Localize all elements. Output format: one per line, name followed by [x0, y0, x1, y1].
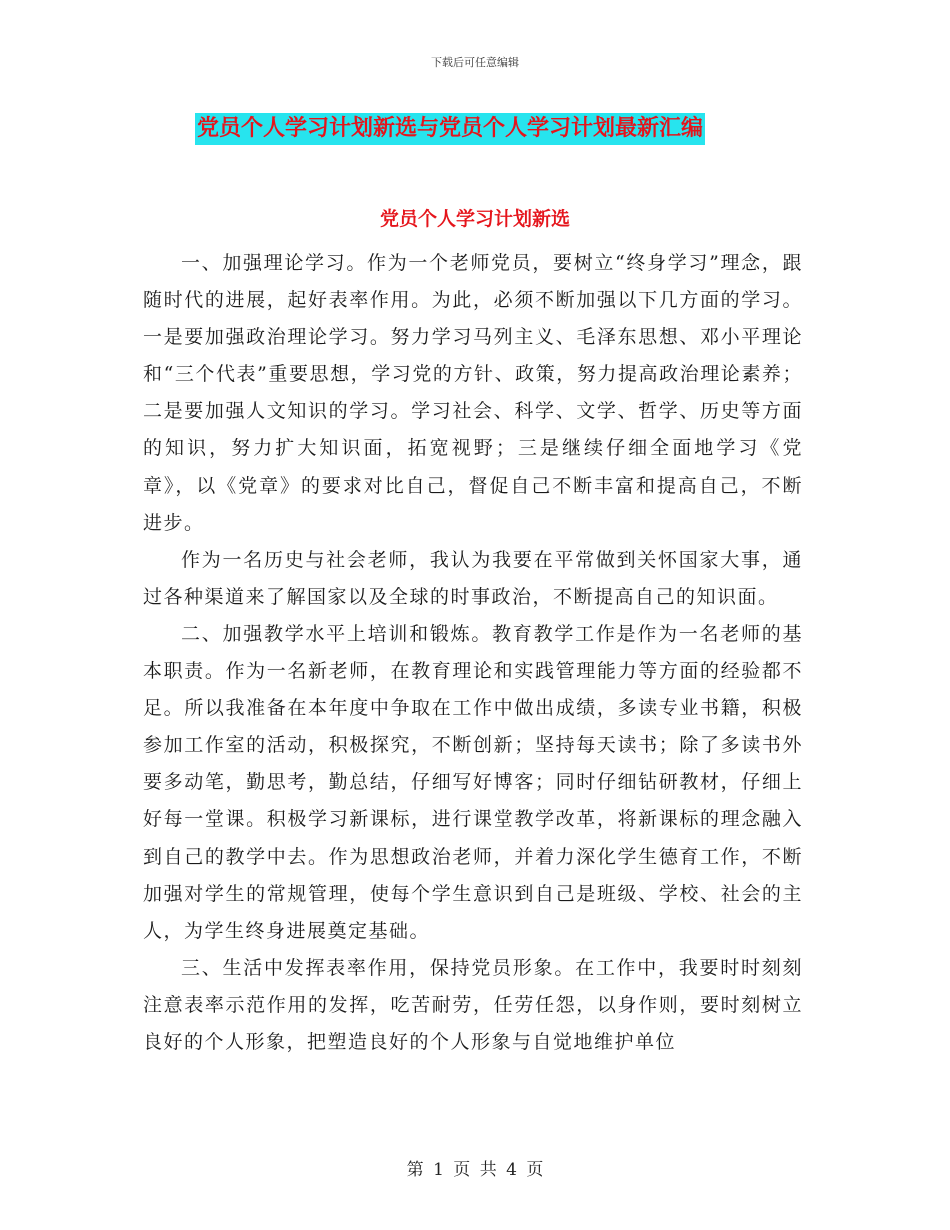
page-footer: 第 1 页 共 4 页	[406, 1160, 544, 1180]
page-header-note: 下载后可任意编辑	[431, 56, 519, 69]
section-title: 党员个人学习计划新选	[379, 208, 570, 230]
document-title: 党员个人学习计划新选与党员个人学习计划最新汇编	[195, 113, 705, 145]
paragraph-theory-study: 一、加强理论学习。作为一个老师党员，要树立“终身学习”理念，跟随时代的进展，起好表率作用。为此，必须不断加强以下几方面的学习。一是要加强政治理论学习。努力学习马列主义、毛泽东思想、邓小平理论和“三个代表”重要思想，学习党的方针、政策，努力提高政治理论素养；二是要加强人文知识的学习。学习社会、科学、文学、哲学、历史等方面的知识，努力扩大知识面，拓宽视野；三是继续仔细全面地学习《党章》，以《党章》的要求对比自己，督促自己不断丰富和提高自己，不断进步。	[143, 252, 803, 534]
document-body	[143, 245, 803, 1061]
paragraph-current-affairs: 作为一名历史与社会老师，我认为我要在平常做到关怀国家大事，通过各种渠道来了解国家以及全球的时事政治，不断提高自己的知识面。	[143, 548, 803, 608]
paragraph-role-model: 三、生活中发挥表率作用，保持党员形象。在工作中，我要时时刻刻注意表率示范作用的发挥，吃苦耐劳，任劳任怨，以身作则，要时刻树立良好的个人形象，把塑造良好的个人形象与自觉地维护单位	[143, 956, 803, 1053]
paragraph-teaching-training: 二、加强教学水平上培训和锻炼。教育教学工作是作为一名老师的基本职责。作为一名新老师，在教育理论和实践管理能力等方面的经验都不足。所以我准备在本年度中争取在工作中做出成绩，多读专业书籍，积极参加工作室的活动，积极探究，不断创新；坚持每天读书；除了多读书外要多动笔，勤思考，勤总结，仔细写好博客；同时仔细钻研教材，仔细上好每一堂课。积极学习新课标，进行课堂教学改革，将新课标的理念融入到自己的教学中去。作为思想政治老师，并着力深化学生德育工作，不断加强对学生的常规管理，使每个学生意识到自己是班级、学校、社会的主人，为学生终身进展奠定基础。	[143, 622, 803, 942]
